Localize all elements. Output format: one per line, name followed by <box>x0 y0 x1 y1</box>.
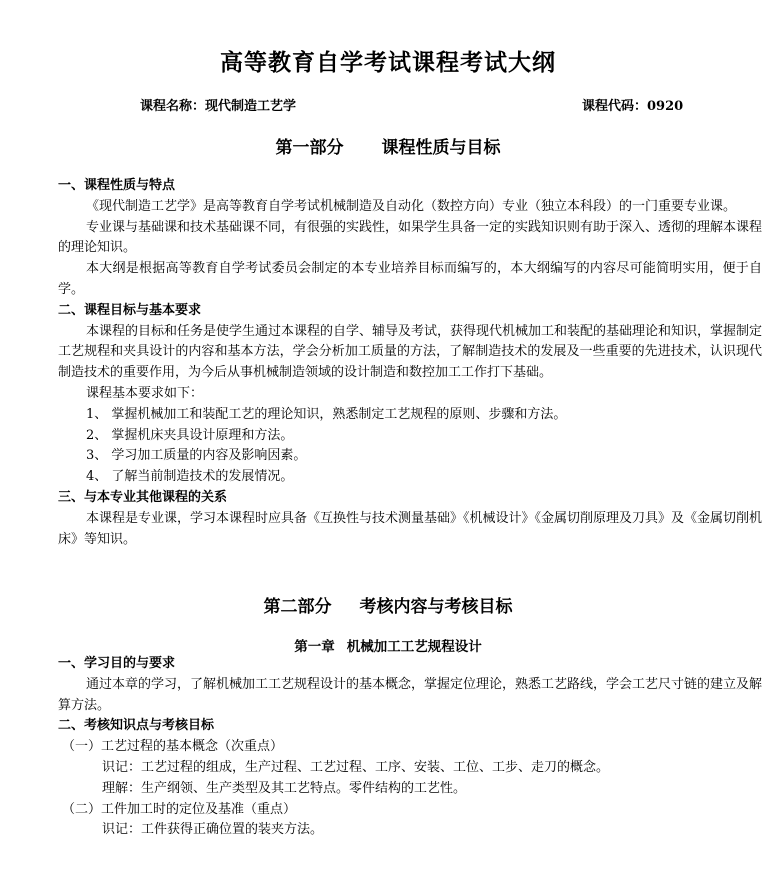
knowledge-detail: 识记：工件获得正确位置的装夹方法。 <box>102 822 324 838</box>
knowledge-detail: 识记：工艺过程的组成，生产过程、工艺过程、工序、安装、工位、工步、走刀的概念。 <box>102 759 610 775</box>
paragraph: 通过本章的学习，了解机械加工工艺规程设计的基本概念，掌握定位理论，熟悉工艺路线，学会工艺尺寸链的建立及解算方法。 <box>58 676 763 713</box>
requirement-item: 4、 了解当前制造技术的发展情况。 <box>86 469 294 485</box>
chapter-title: 机械加工工艺规程设计 <box>346 639 482 655</box>
part-1-heading <box>0 133 776 158</box>
requirement-item: 2、 掌握机床夹具设计原理和方法。 <box>86 427 294 443</box>
course-info-row <box>0 95 776 115</box>
part-2-body <box>58 654 762 841</box>
knowledge-point: （二）工件加工时的定位及基准（重点） <box>62 801 297 817</box>
requirement-item: 3、 学习加工质量的内容及影响因素。 <box>86 448 307 464</box>
knowledge-point: （一）工艺过程的基本概念（次重点） <box>62 739 284 755</box>
paragraph: 本大纲是根据高等教育自学考试委员会制定的本专业培养目标而编写的，本大纲编写的内容尽可能简明实用，便于自学。 <box>58 261 762 297</box>
section-heading: 二、考核知识点与考核目标 <box>58 718 215 734</box>
part-1-title: 课程性质与目标 <box>381 138 501 158</box>
section-heading: 三、与本专业其他课程的关系 <box>58 489 228 505</box>
part-1-body <box>58 176 762 550</box>
document-title: 高等教育自学考试课程考试大纲 <box>220 49 556 76</box>
part-2-title: 考核内容与考核目标 <box>359 597 513 617</box>
knowledge-detail: 理解：生产纲领、生产类型及其工艺特点。零件结构的工艺性。 <box>102 780 467 796</box>
section-heading: 一、课程性质与特点 <box>58 178 176 193</box>
section-heading: 二、课程目标与基本要求 <box>58 302 202 318</box>
chapter-label: 第一章 <box>294 639 335 655</box>
requirements-intro: 课程基本要求如下： <box>86 385 204 401</box>
chapter-heading <box>0 635 776 655</box>
part-2-heading <box>0 592 776 617</box>
paragraph: 《现代制造工艺学》是高等教育自学考试机械制造及自动化（数控方向）专业（独立本科段）的一门重要专业课。 <box>86 198 737 214</box>
paragraph: 本课程的目标和任务是使学生通过本课程的自学、辅导及考试，获得现代机械加工和装配的基础理论和知识，掌握制定工艺规程和夹具设计的内容和基本方法，学会分析加工质量的方法，了解制造技术的发展及一些重要的先进技术，认识现代制造技术的重要作用，为今后从事机械制造领域的设计制造和数控加工工作打下基础。 <box>58 323 763 381</box>
course-code: 课程代码：0920 <box>582 99 684 114</box>
part-1-label: 第一部分 <box>275 138 344 158</box>
requirement-item: 1、 掌握机械加工和装配工艺的理论知识，熟悉制定工艺规程的原则、步骤和方法。 <box>86 406 567 422</box>
course-name: 课程名称：现代制造工艺学 <box>140 99 297 114</box>
paragraph: 专业课与基础课和技术基础课不同，有很强的实践性，如果学生具备一定的实践知识则有助于深入、透彻的理解本课程的理论知识。 <box>58 219 763 256</box>
part-2-label: 第二部分 <box>263 597 332 617</box>
section-heading: 一、学习目的与要求 <box>58 656 176 671</box>
paragraph: 本课程是专业课，学习本课程时应具备《互换性与技术测量基础》《机械设计》《金属切削原理及刀具》及《金属切削机床》等知识。 <box>58 510 763 547</box>
